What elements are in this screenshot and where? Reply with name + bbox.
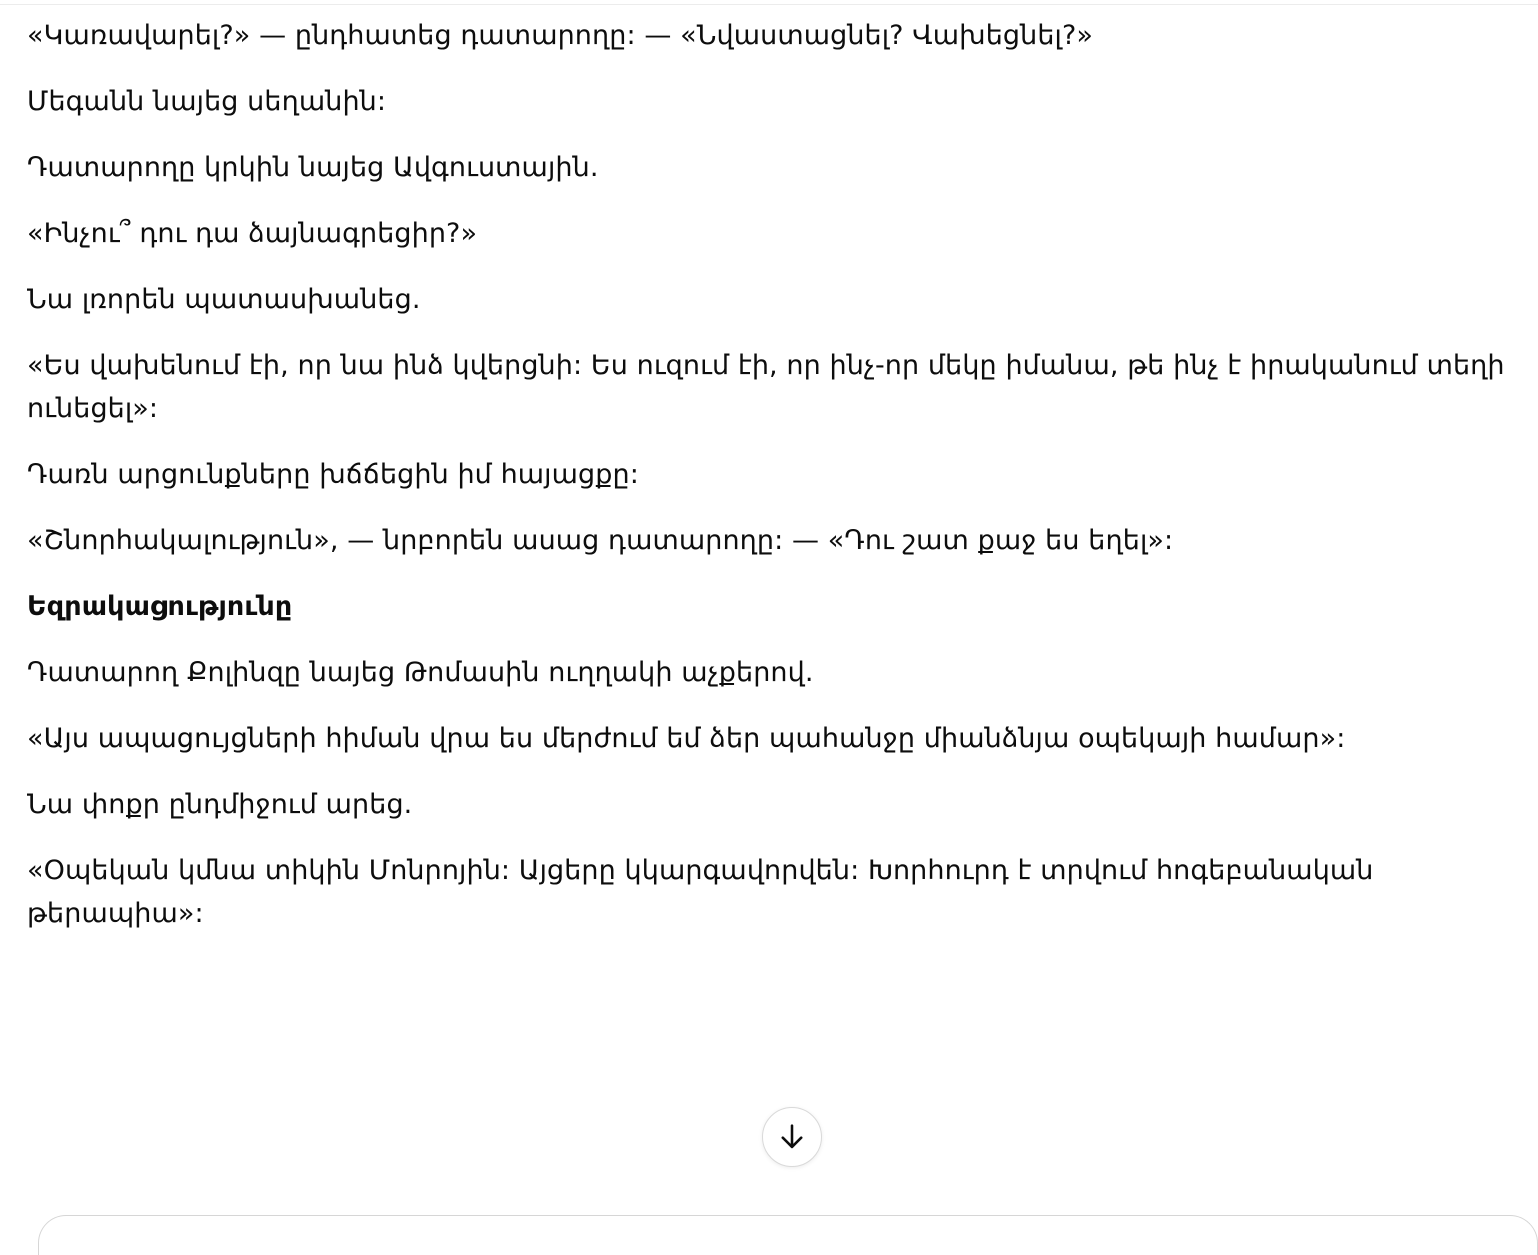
section-heading: Եզրակացությունը (27, 591, 293, 622)
top-divider (0, 0, 1538, 5)
message-paragraph: «Այս ապացույցների հիման վրա ես մերժում եմ ձեր պահանջը միանձնյա օպեկայի համար»: (27, 723, 1346, 754)
message-paragraph: Դատարողը կրկին նայեց Ավգուստային. (27, 152, 599, 183)
message-paragraph: Նա լռորեն պատասխանեց. (27, 284, 421, 315)
message-paragraph: «Ինչու՞ դու դա ձայնագրեցիր?» (27, 218, 478, 249)
message-paragraph: «Օպեկան կմնա տիկին Մոնրոյին: Այցերը կկարգավորվեն: Խորհուրդ է տրվում հոգեբանական թերապիա»: (27, 855, 1374, 929)
message-paragraph: «Կառավարել?» — ընդհատեց դատարողը: — «Նվաստացնել? Վախեցնել?» (27, 20, 1094, 51)
message-paragraph: Նա փոքր ընդմիջում արեց. (27, 789, 413, 820)
assistant-message (27, 14, 1507, 958)
message-paragraph: Դառն արցունքները խճճեցին իմ հայացքը: (27, 459, 639, 490)
composer-input-area[interactable] (38, 1215, 1538, 1255)
arrow-down-icon (775, 1120, 809, 1154)
message-paragraph: «Շնորհակալություն», — նրբորեն ասաց դատարողը: — «Դու շատ քաջ ես եղել»: (27, 525, 1174, 556)
message-paragraph: Մեգանն նայեց սեղանին: (27, 86, 387, 117)
message-paragraph: Դատարող Քոլինզը նայեց Թոմասին ուղղակի աչքերով. (27, 657, 814, 688)
scroll-to-bottom-button[interactable] (762, 1107, 822, 1167)
message-paragraph: «Ես վախենում էի, որ նա ինձ կվերցնի: Ես ուզում էի, որ ինչ-որ մեկը իմանա, թե ինչ է իրականում տեղի ունեցել»: (27, 350, 1505, 424)
